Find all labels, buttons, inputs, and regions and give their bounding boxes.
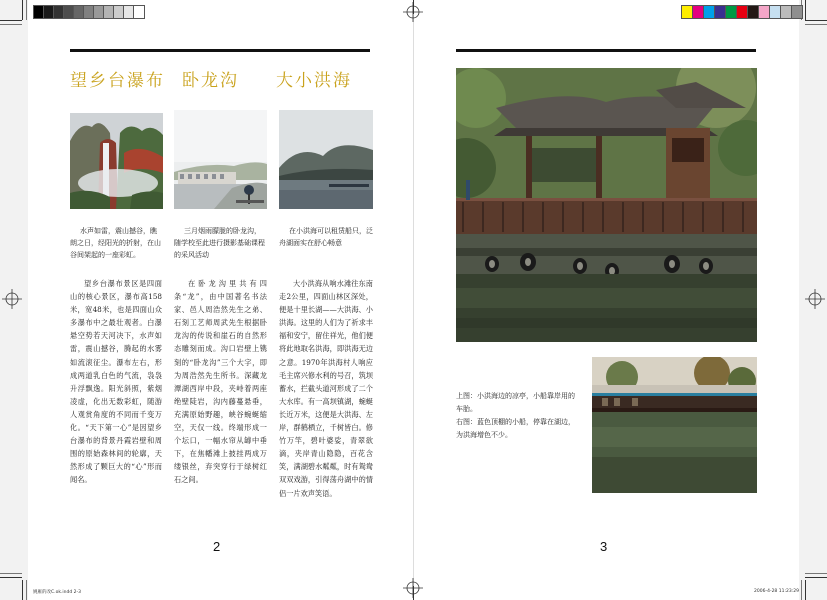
body-column-daxiaohonghai: 大小洪海从响水滩往东南走2公里，四面山林区深处，便是十里长湖——大洪海、小洪海。这里的人们为了祈求丰福和安宁，留住祥光，他们便将此地取名洪海，即洪海无边之意。1970年洪海村人响应毛主席兴修水利的号召，筑坝蓄水，拦截头道河形成了二个大水库。有一高坝镇湖，蜿蜒长近万米，这便是大洪海、左岸，群鹤栖立，千树皆白。修竹万竿，碧叶婆娑，青翠欲滴，夹岸青山隐隐，百花含笑，满湖碧水粼粼，时有鸳鸯双双戏游，引得荡舟湖中的情侣一片欢声笑语。 bbox=[279, 279, 373, 498]
caption-line-right-photo: 右图：蓝色顶棚的小船，停靠在湖边，为洪海增色不少。 bbox=[456, 418, 575, 439]
registration-mark-icon bbox=[403, 578, 423, 598]
right-caption bbox=[456, 390, 579, 442]
title-wolonggou: 卧龙沟 bbox=[182, 71, 239, 91]
registration-mark-icon bbox=[403, 2, 423, 22]
spine-divider bbox=[413, 0, 414, 600]
page-number-right: 3 bbox=[600, 539, 608, 554]
slug-timestamp: 2006-4-28 11:23:29 bbox=[754, 589, 799, 594]
registration-mark-icon bbox=[805, 289, 825, 309]
body-column-waterfall: 望乡台瀑布景区是四面山的核心景区，瀑布高158米，宽48米，也是四面山众多瀑布中之最壮观者。白瀑悬空势若天河决下，水声如雷，震山撼谷，腾起的水雾如流滚征尘。瀑布左右，形成两道乳白色的气流，袅袅升浮飘逸。阳光斜照，紫烟凌虚，化出无数彩虹，随游人观赏角度的不同而千变万化。“天下第一心”是因望乡台瀑布的背景丹霞岩壁和周围的原始森林间的轮廓，天然形成了颗巨大的“心”形而闻名。 bbox=[70, 279, 162, 485]
slug-filename: 姚雁的改C.ok.indd 2-3 bbox=[33, 590, 81, 595]
right-top-rule bbox=[456, 49, 756, 52]
caption-waterfall: 水声如雷，震山撼谷，瞧朗之日，经阳光的折射，在山谷间架起的一座彩虹。 bbox=[70, 227, 161, 259]
page-number-left: 2 bbox=[213, 539, 221, 554]
registration-mark-icon bbox=[2, 289, 22, 309]
title-daxiaohonghai: 大小洪海 bbox=[276, 71, 352, 91]
title-wangxiangtai: 望乡台瀑布 bbox=[70, 71, 165, 91]
photo-blue-roof-boat bbox=[592, 357, 757, 493]
photo-hong-lake bbox=[279, 110, 373, 209]
photo-pavilion bbox=[456, 68, 757, 342]
color-swatch bbox=[791, 5, 803, 19]
section-titles bbox=[70, 66, 370, 94]
caption-line-top-photo: 上图：小洪海边的凉亭，小船靠岸用的车胎。 bbox=[456, 392, 575, 413]
photo-waterfall bbox=[70, 113, 163, 209]
body-column-wolonggou: 在卧龙沟里共有四条“龙”，由中国著名书法家、邑人周浩然先生之弟、石刻工艺师周武先生根据卧龙沟的传说和崖石的自然形态雕刻而成。沟口岩壁上镌刻的“卧龙沟”三个大字，即为周浩然先生所书。深藏龙潭湖西岸中段，夹峙着两座绝壁陡岩，沟内藤蔓悬垂，充满原始野趣，峡谷蜿蜒缩空，天仅一线。终端形成一个坛口，一幅水帘从罅中垂下，在焦幡滩上披挂两成万缕银丝，弃突穿行于绿树红石之间。 bbox=[174, 279, 267, 485]
caption-wolonggou: 三月烟雨朦胧的卧龙沟，随学校至此进行摄影基础课程的采风活动 bbox=[174, 227, 265, 259]
caption-hong-lake: 在小洪海可以租赁船只，泛舟湖面实在舒心畅意 bbox=[279, 227, 373, 247]
left-top-rule bbox=[70, 49, 370, 52]
photo-wolonggou-village bbox=[174, 110, 267, 209]
gray-swatch bbox=[133, 5, 145, 19]
